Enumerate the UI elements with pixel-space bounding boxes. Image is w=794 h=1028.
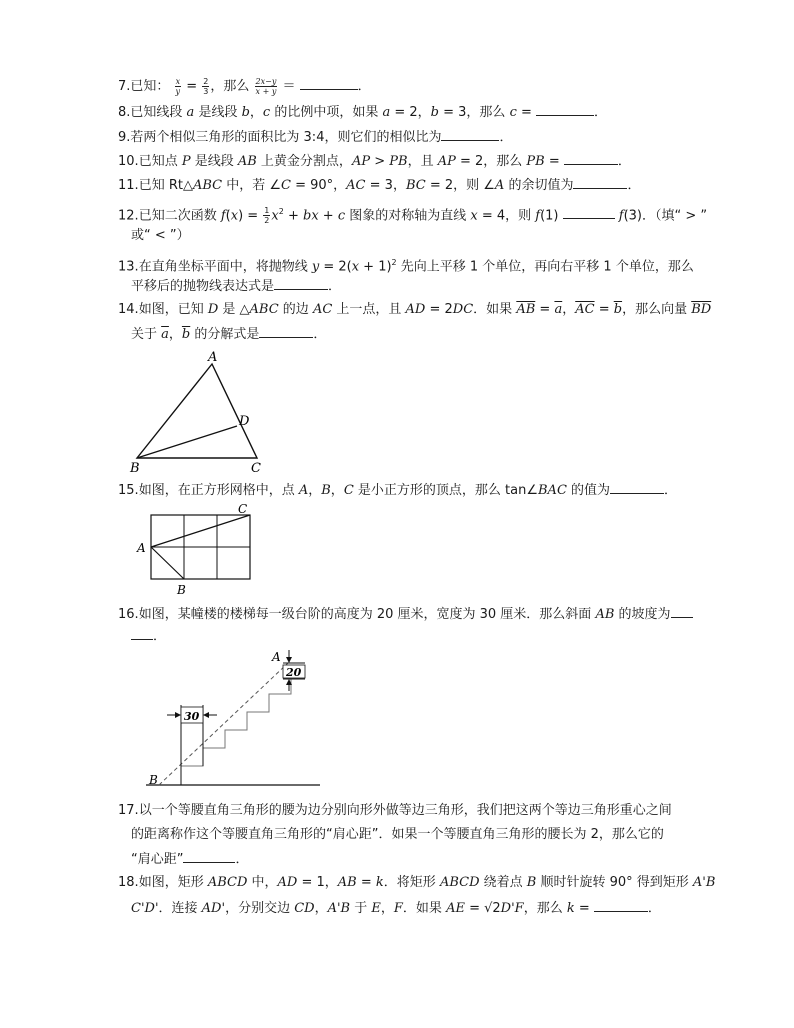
answer-blank-cont[interactable] (131, 625, 153, 640)
answer-blank[interactable] (441, 126, 499, 141)
arrowhead-top (286, 657, 292, 663)
triangle-abc (137, 364, 257, 458)
label-c: C (251, 461, 261, 476)
segment-bd (137, 426, 237, 458)
label-d: D (239, 414, 250, 429)
question-11: 11.已知 Rt△ABC 中，若 ∠C = 90°，AC = 3，BC = 2，则 ∠A 的余切值为 ． (118, 174, 738, 197)
question-10: 10.已知点 P 是线段 AB 上黄金分割点，AP > PB，且 AP = 2，那么 PB = ． (118, 150, 738, 173)
question-9: 9.若两个相似三角形的面积比为 3:4，则它们的相似比为 ． (118, 126, 738, 149)
label-b: B (177, 583, 186, 597)
answer-blank[interactable] (274, 275, 328, 290)
answer-blank[interactable] (610, 479, 664, 494)
answer-blank[interactable] (564, 150, 618, 165)
figure-triangle-abc (125, 348, 275, 476)
segment-ab (151, 547, 184, 579)
stair-steps (181, 679, 291, 785)
question-14: 14.如图，已知 D 是 △ABC 的边 AC 上一点，且 AD = 2DC．如果 $\overline{AB} = \overline{a}$，$\overline{AC} = \overline{b}$，那么向量 $\overline{BD}$ (118, 302, 712, 317)
slope-ab (159, 663, 288, 785)
figure-grid (134, 502, 260, 598)
height-label: 20 (286, 666, 302, 679)
question-16-cont: ． (131, 625, 166, 648)
question-18: 18.如图，矩形 ABCD 中，AD = 1，AB = k．将矩形 ABCD 绕着点 B 顺时针旋转 90° 得到矩形 A'B (118, 875, 716, 890)
question-13: 13.在直角坐标平面中，将抛物线 $y = 2(x + 1)^2$ 先向上平移 1 个单位，再向右平移 1 个单位，那么 (118, 258, 694, 275)
question-15: 15.如图，在正方形网格中，点 A，B，C 是小正方形的顶点，那么 tan∠BAC 的值为 ． (118, 479, 738, 502)
answer-blank[interactable] (183, 848, 235, 863)
question-14-cont: 关于 $\overline{a}$，$\overline{b}$ 的分解式是 ． (131, 323, 326, 346)
arrowhead-right (203, 712, 209, 718)
label-c: C (238, 502, 248, 516)
question-16: 16.如图，某幢楼的楼梯每一级台阶的高度为 20 厘米，宽度为 30 厘米．那么斜面 AB 的坡度为 (118, 603, 738, 626)
label-a: A (208, 350, 218, 365)
fraction-2-over-3: $\frac{2}{3}$ (203, 77, 209, 96)
label-a: A (137, 541, 146, 555)
label-b: B (130, 461, 140, 476)
answer-blank[interactable] (671, 603, 693, 618)
answer-blank[interactable] (259, 323, 313, 338)
question-12-cont: 或“ < ”） (131, 228, 190, 243)
answer-blank[interactable] (563, 204, 615, 219)
width-label: 30 (184, 710, 200, 723)
fraction-half: $\frac{1}{2}$ (264, 206, 270, 226)
question-17-cont2: “肩心距” ． (131, 848, 249, 871)
answer-blank[interactable] (536, 101, 594, 116)
figure-stairs (143, 645, 325, 793)
question-17-cont1: 的距离称作这个等腰直角三角形的“肩心距”．如果一个等腰直角三角形的腰长为 2，那么它的 (131, 827, 664, 842)
label-a: A (272, 650, 281, 664)
label-b: B (149, 773, 158, 787)
question-13-cont: 平移后的抛物线表达式是 ． (131, 275, 341, 298)
answer-blank[interactable] (594, 897, 648, 912)
question-8: 8.已知线段 a 是线段 b，c 的比例中项，如果 a = 2，b = 3，那么 c = ． (118, 101, 738, 124)
question-7: 7.已知： $\frac{x}{y}$ = $\frac{2}{3}$ ，那么 $\frac{2x-y}{x + y}$ ＝ ． (118, 77, 371, 96)
question-12: 12.已知二次函数 f(x) = $\frac{1}{2}$ $x^2$ + bx + c 图象的对称轴为直线 x = 4，则 f(1) f(3)．（填“ > ” (118, 206, 708, 226)
segment-ac (151, 515, 250, 547)
answer-blank[interactable] (300, 75, 358, 90)
question-18-cont: C'D'．连接 AD'，分别交边 CD，A'B 于 E，F．如果 AE = √2D'F，那么 k = ． (131, 897, 661, 920)
fraction-expression: $\frac{2x-y}{x + y}$ (255, 77, 277, 96)
answer-blank[interactable] (573, 174, 627, 189)
fraction-x-over-y: $\frac{x}{y}$ (175, 77, 181, 96)
arrowhead-left (175, 712, 181, 718)
question-17: 17.以一个等腰直角三角形的腰为边分别向形外做等边三角形，我们把这两个等边三角形重心之间 (118, 803, 672, 818)
